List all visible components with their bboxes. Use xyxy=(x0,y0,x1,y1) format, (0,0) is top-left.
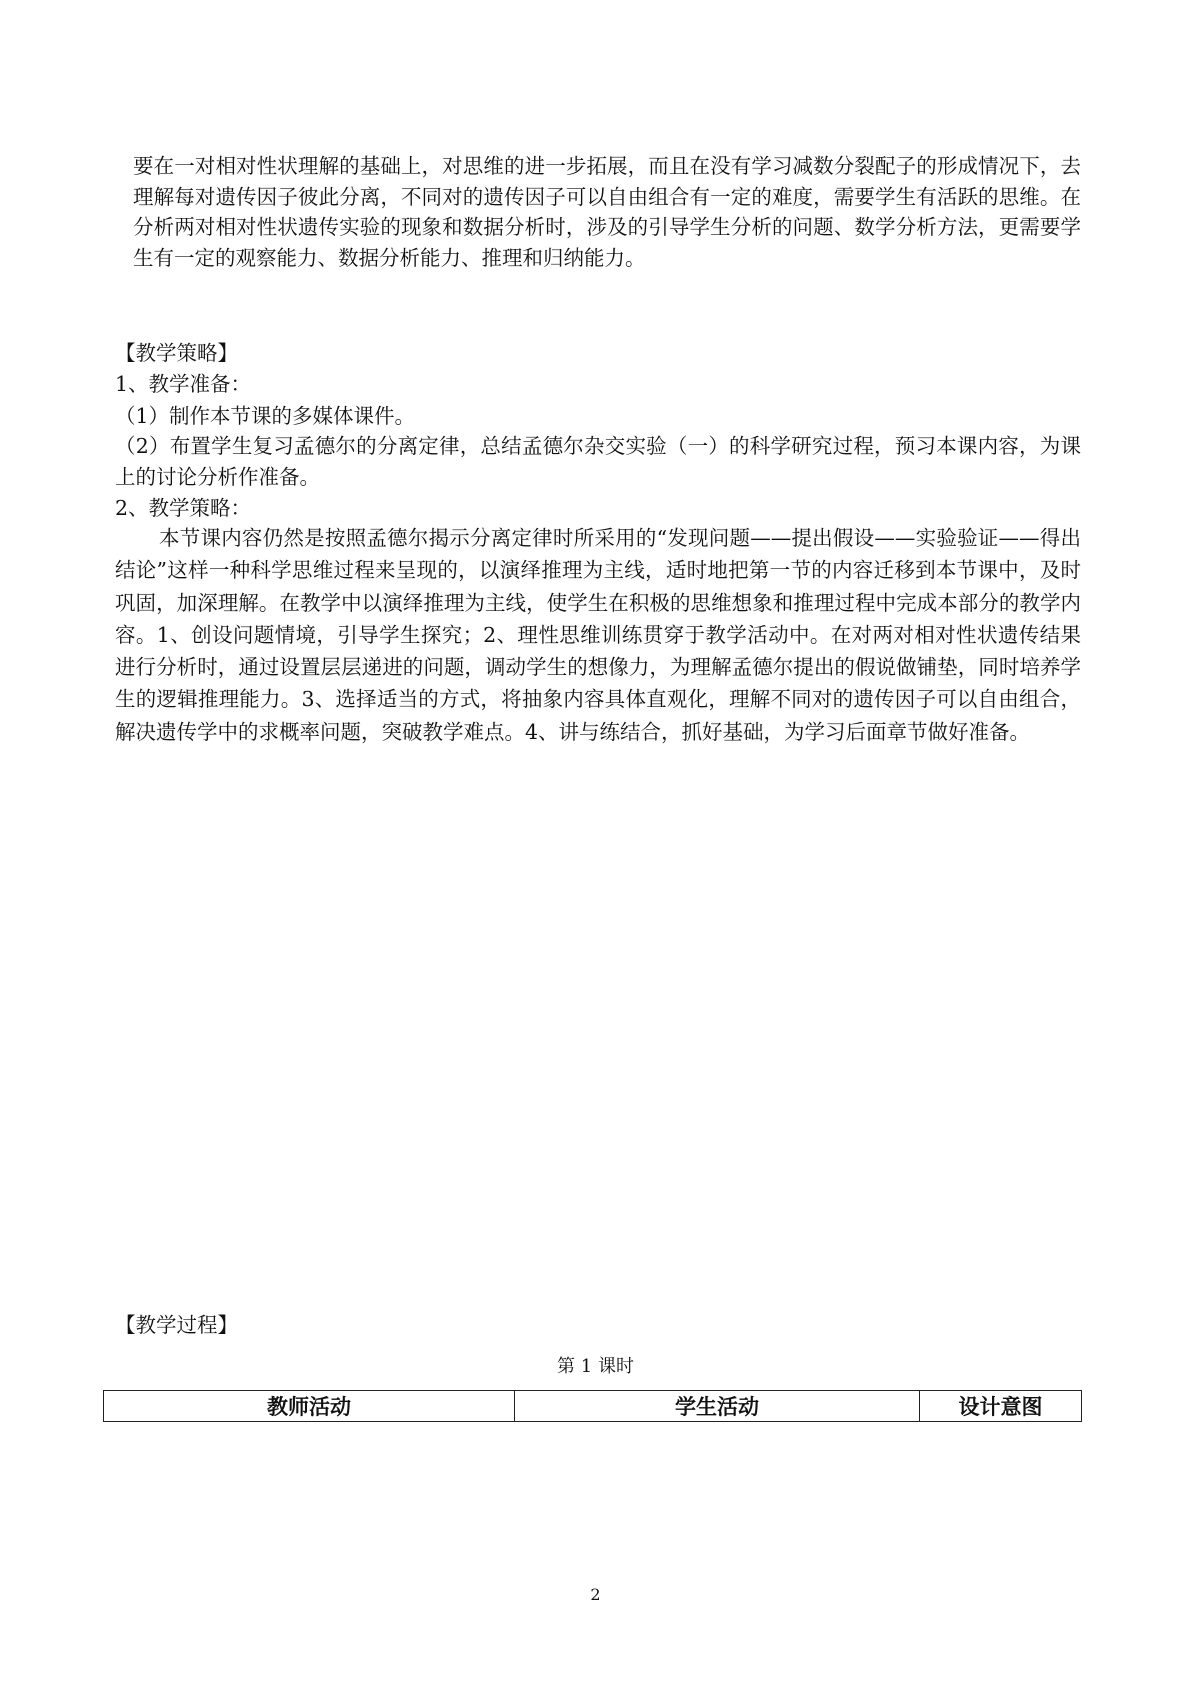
header-teacher-activity: 教师活动 xyxy=(104,1391,515,1422)
preparation-item-2: （2）布置学生复习孟德尔的分离定律，总结孟德尔杂交实验（一）的科学研究过程，预习本课内容，为课上的讨论分析作准备。 xyxy=(115,434,1081,489)
preparation-item-1: （1）制作本节课的多媒体课件。 xyxy=(115,404,416,428)
page-number: 2 xyxy=(590,1585,601,1604)
class-hour-label: 第 1 课时 xyxy=(557,1356,634,1377)
strategy-paragraph: 本节课内容仍然是按照孟德尔揭示分离定律时所采用的“发现问题——提出假设——实验验证——得出结论”这样一种科学思维过程来呈现的，以演绎推理为主线，适时地把第一节的内容迁移到本节课中，及时巩固，加深理解。在教学中以演绎推理为主线，使学生在积极的思维想象和推理过程中完成本部分的教学内容。1、创设问题情境，引导学生探究；2、理性思维训练贯穿于教学活动中。在对两对相对性状遗传结果进行分析时，通过设置层层递进的问题，调动学生的想像力，为理解孟德尔提出的假说做铺垫，同时培养学生的逻辑推理能力。3、选择适当的方式，将抽象内容具体直观化，理解不同对的遗传因子可以自由组合，解决遗传学中的求概率问题，突破教学难点。4、讲与练结合，抓好基础，为学习后面章节做好准备。 xyxy=(115,526,1081,744)
teaching-strategy-heading: 【教学策略】 xyxy=(115,341,238,365)
preparation-title: 1、教学准备： xyxy=(115,372,252,396)
header-design-intent: 设计意图 xyxy=(920,1391,1082,1422)
table-header-row xyxy=(104,1391,1082,1422)
header-student-activity: 学生活动 xyxy=(515,1391,920,1422)
intro-paragraph: 要在一对相对性状理解的基础上，对思维的进一步拓展，而且在没有学习减数分裂配子的形成情况下，去理解每对遗传因子彼此分离，不同对的遗传因子可以自由组合有一定的难度，需要学生有活跃的思维。在分析两对相对性状遗传实验的现象和数据分析时，涉及的引导学生分析的问题、数学分析方法，更需要学生有一定的观察能力、数据分析能力、推理和归纳能力。 xyxy=(133,154,1081,270)
teaching-process-table xyxy=(103,1390,1082,1422)
teaching-process-heading: 【教学过程】 xyxy=(115,1313,238,1337)
strategy-title: 2、教学策略： xyxy=(115,496,252,520)
